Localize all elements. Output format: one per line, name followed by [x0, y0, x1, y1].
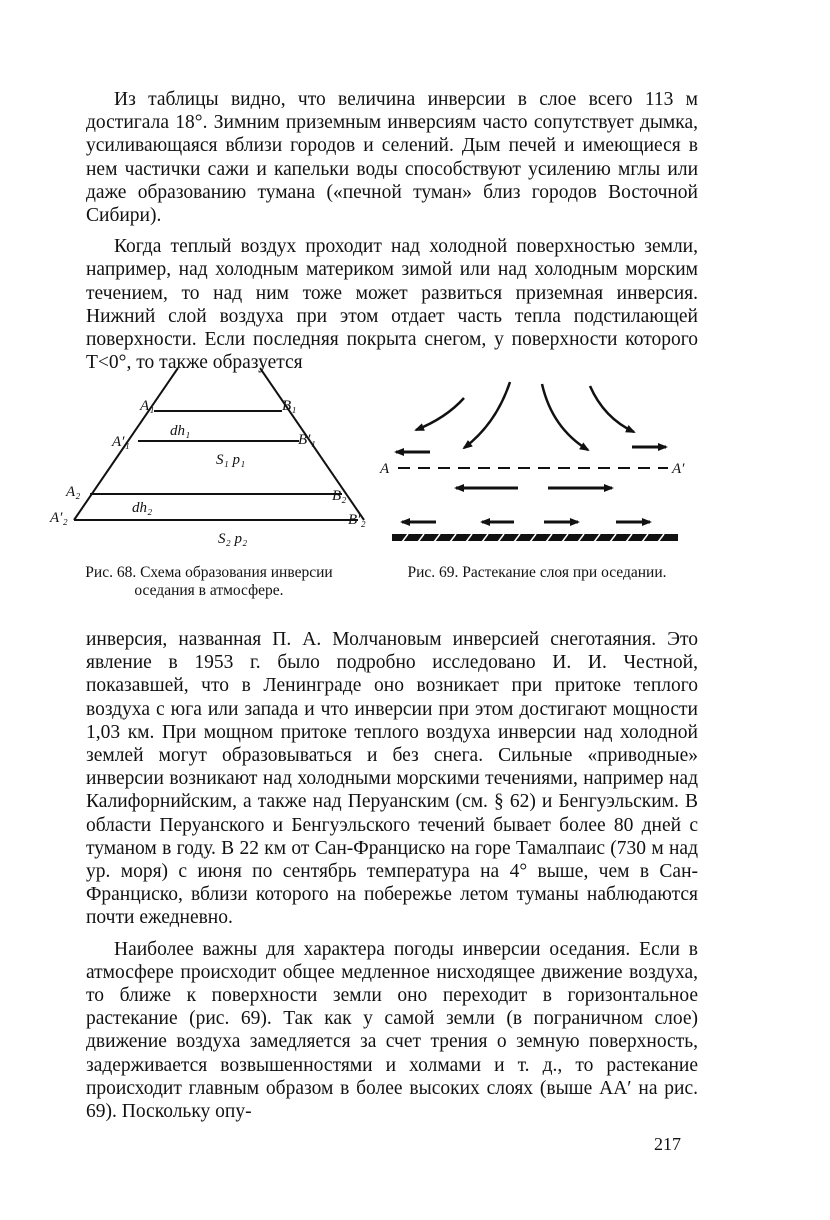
label-b1p: B′₁	[298, 432, 316, 448]
curved-arrow	[542, 384, 588, 450]
label-a1p: A′₁	[112, 434, 130, 450]
label-b2p: B′₂	[348, 512, 366, 528]
top-text-block	[86, 88, 698, 374]
label-a2p: A′₂	[50, 510, 68, 526]
curved-arrow	[416, 398, 464, 430]
figure-68-diagram	[46, 360, 366, 560]
label-s1p1: S₁ p₁	[216, 452, 246, 468]
label-dh2: dh₂	[132, 500, 153, 516]
horizontal-arrows	[396, 447, 666, 522]
figure-69-caption: Рис. 69. Растекание слоя при оседании.	[407, 564, 667, 581]
figure-68-caption: Рис. 68. Схема образования инверсии оседания в атмосфере.	[85, 564, 333, 599]
label-b1: B₁	[282, 398, 297, 414]
descending-arrows	[416, 382, 634, 450]
figure-69-diagram	[372, 360, 692, 560]
paragraph: Наиболее важны для характера погоды инверсии оседания. Если в атмосфере происходит общее медленное нисходящее движение воздуха, то ближе к поверхности земли оно переходит в горизонтальное растекание (рис. 69). Так как у самой земли (в пограничном слое) движение воздуха замедляется за счет трения о земную поверхность, задерживается возвышенностями и холмами и т. д., то растекание происходит главным образом в более высоких слоях (выше AA′ на рис. 69). Поскольку опу-	[86, 938, 698, 1123]
label-ap: A′	[672, 461, 685, 477]
label-a: A	[380, 461, 390, 477]
label-s2p2: S₂ p₂	[218, 531, 248, 547]
label-a2: A₂	[66, 484, 81, 500]
curved-arrow	[464, 382, 510, 448]
page-number: 217	[654, 1134, 681, 1154]
label-b2: B₂	[332, 488, 347, 504]
paragraph: Когда теплый воздух проходит над холодной поверхностью земли, например, над холодным материком зимой или над холодным морским течением, то над ним тоже может развиться приземная инверсия. Нижний слой воздуха при этом отдает часть тепла подстилающей поверхности. Если последняя покрыта снегом, у поверхности которого T<0°, то также образуется	[86, 236, 698, 374]
curved-arrow	[590, 386, 634, 432]
paragraph: инверсия, названная П. А. Молчановым инверсией снеготаяния. Это явление в 1953 г. было подробно исследовано И. И. Честной, показавшей, что в Ленинграде оно возникает при притоке теплого воздуха с юга или запада и что инверсии при этом достигают мощности 1,03 км. При мощном притоке теплого воздуха инверсии над холодной землей могут образовываться и без снега. Сильные «приводные» инверсии возникают над холодными морскими течениями, например над Калифорнийским, а также над Перуанским (см. § 62) и Бенгуэльским. В области Перуанского и Бенгуэльского течений бывает более 80 дней с туманом в году. В 22 км от Сан-Франциско на горе Тамалпаис (730 м над ур. моря) с июня по сентябрь температура на 4° выше, чем в Сан-Франциско, вблизи которого на побережье летом туманы наблюдаются почти ежедневно.	[86, 629, 698, 929]
label-dh1: dh₁	[170, 423, 191, 439]
paragraph: Из таблицы видно, что величина инверсии в слое всего 113 м достигала 18°. Зимним приземным инверсиям часто сопутствует дымка, усиливающаяся вблизи городов и селений. Дым печей и имеющиеся в нем частички сажи и капельки воды способствуют усилению мглы или даже образованию тумана («печной туман» близ городов Восточной Сибири).	[86, 89, 698, 227]
label-a1: A₁	[140, 398, 155, 414]
bottom-text-block	[86, 628, 698, 1123]
